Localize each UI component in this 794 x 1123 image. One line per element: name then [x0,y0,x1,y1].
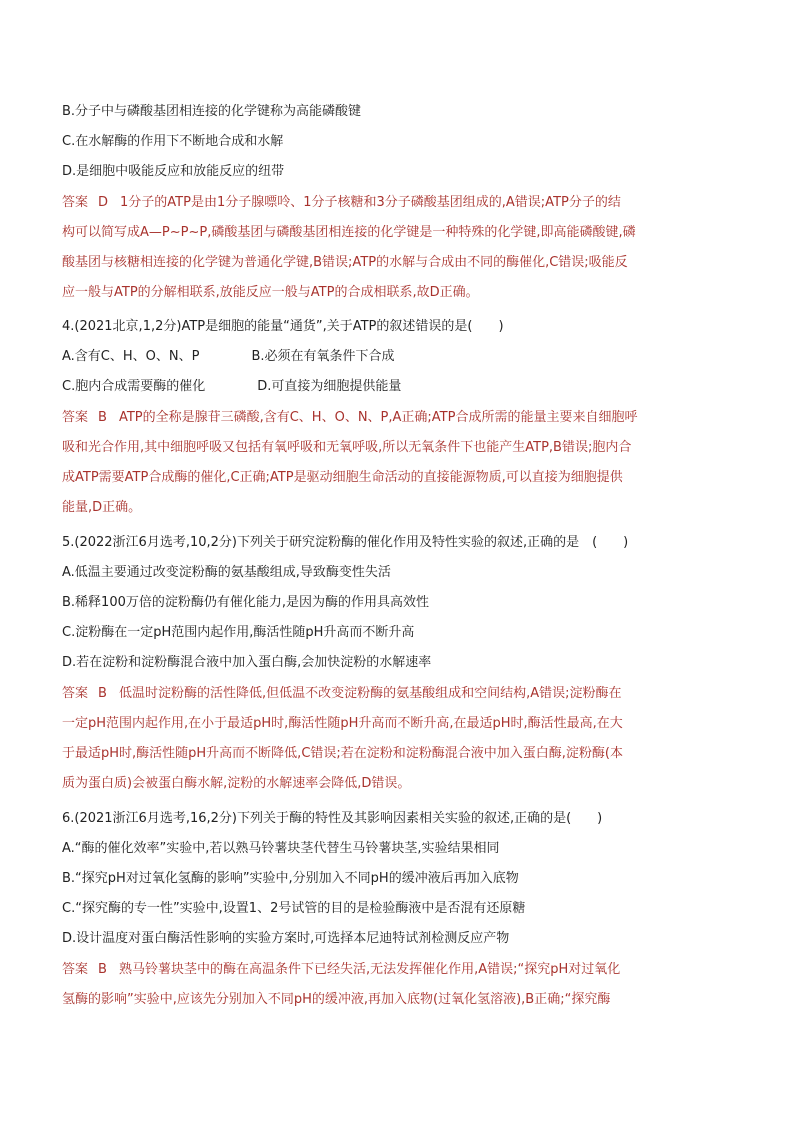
option-c-q6: C.“探究酶的专一性”实验中,设置1、2号试管的目的是检验酶液中是否混有还原糖 [62,901,526,916]
answer-key: B [98,686,107,701]
answer-label: 答案 [62,686,89,701]
options-ab-q4: A.含有C、H、O、N、P B.必须在有氧条件下合成 [62,349,395,364]
option-c-q5: C.淀粉酶在一定pH范围内起作用,酶活性随pH升高而不断升高 [62,625,415,640]
answer-q5-line2: 一定pH范围内起作用,在小于最适pH时,酶活性随pH升高而不断升高,在最适pH时,酶活性最高,在大 [62,716,623,731]
answer-q6-line2: 氢酶的影响”实验中,应该先分别加入不同pH的缓冲液,再加入底物(过氧化氢溶液),B正确;“探究酶 [62,992,611,1007]
answer-label: 答案 [62,195,89,210]
answer-text: 熟马铃薯块茎中的酶在高温条件下已经失活,无法发挥催化作用,A错误;“探究pH对过氧化 [118,962,621,977]
option-b-q5: B.稀释100万倍的淀粉酶仍有催化能力,是因为酶的作用具高效性 [62,595,429,610]
option-c-q3: C.在水解酶的作用下不断地合成和水解 [62,134,284,149]
answer-q4-line2: 吸和光合作用,其中细胞呼吸又包括有氧呼吸和无氧呼吸,所以无氧条件下也能产生ATP,B错误;胞内合 [62,440,632,455]
answer-text: ATP的全称是腺苷三磷酸,含有C、H、O、N、P,A正确;ATP合成所需的能量主要来自细胞呼 [118,410,638,425]
question-6: 6.(2021浙江6月选考,16,2分)下列关于酶的特性及其影响因素相关实验的叙述,正确的是( ) [62,811,603,826]
option-d-q3: D.是细胞中吸能反应和放能反应的纽带 [62,164,285,179]
answer-q3-line4: 应一般与ATP的分解相联系,放能反应一般与ATP的合成相联系,故D正确。 [62,285,479,300]
answer-q3-line3: 酸基团与核糖相连接的化学键为普通化学键,B错误;ATP的水解与合成由不同的酶催化,C错误;吸能反 [62,255,628,270]
answer-q5-line4: 质为蛋白质)会被蛋白酶水解,淀粉的水解速率会降低,D错误。 [62,776,411,791]
answer-text: 低温时淀粉酶的活性降低,但低温不改变淀粉酶的氨基酸组成和空间结构,A错误;淀粉酶在 [118,686,622,701]
answer-key: B [98,410,107,425]
option-b-q3: B.分子中与磷酸基团相连接的化学键称为高能磷酸键 [62,104,362,119]
option-a-q6: A.“酶的催化效率”实验中,若以熟马铃薯块茎代替生马铃薯块茎,实验结果相同 [62,841,500,856]
answer-q6 [62,961,734,979]
answer-q5 [62,685,734,703]
question-5: 5.(2022浙江6月选考,10,2分)下列关于研究淀粉酶的催化作用及特性实验的叙述,正确的是 ( ) [62,535,629,550]
answer-key: D [98,195,109,210]
answer-q3-line2: 构可以简写成A—P~P~P,磷酸基团与磷酸基团相连接的化学键是一种特殊的化学键,即高能磷酸键,磷 [62,225,636,240]
option-d-q6: D.设计温度对蛋白酶活性影响的实验方案时,可选择本尼迪特试剂检测反应产物 [62,931,510,946]
option-b-q6: B.“探究pH对过氧化氢酶的影响”实验中,分别加入不同pH的缓冲液后再加入底物 [62,871,519,886]
question-4: 4.(2021北京,1,2分)ATP是细胞的能量“通货”,关于ATP的叙述错误的是( ) [62,319,504,334]
answer-key: B [98,962,107,977]
options-cd-q4: C.胞内合成需要酶的催化 D.可直接为细胞提供能量 [62,379,402,394]
answer-q3 [62,194,734,212]
answer-text: 1分子的ATP是由1分子腺嘌呤、1分子核糖和3分子磷酸基团组成的,A错误;ATP分子的结 [120,195,621,210]
answer-label: 答案 [62,410,89,425]
answer-label: 答案 [62,962,89,977]
answer-q4-line3: 成ATP需要ATP合成酶的催化,C正确;ATP是驱动细胞生命活动的直接能源物质,可以直接为细胞提供 [62,470,623,485]
answer-q4-line4: 能量,D正确。 [62,500,142,515]
answer-q4 [62,409,734,427]
option-a-q5: A.低温主要通过改变淀粉酶的氨基酸组成,导致酶变性失活 [62,565,391,580]
answer-q5-line3: 于最适pH时,酶活性随pH升高而不断降低,C错误;若在淀粉和淀粉酶混合液中加入蛋白酶,淀粉酶(本 [62,746,623,761]
option-d-q5: D.若在淀粉和淀粉酶混合液中加入蛋白酶,会加快淀粉的水解速率 [62,655,432,670]
